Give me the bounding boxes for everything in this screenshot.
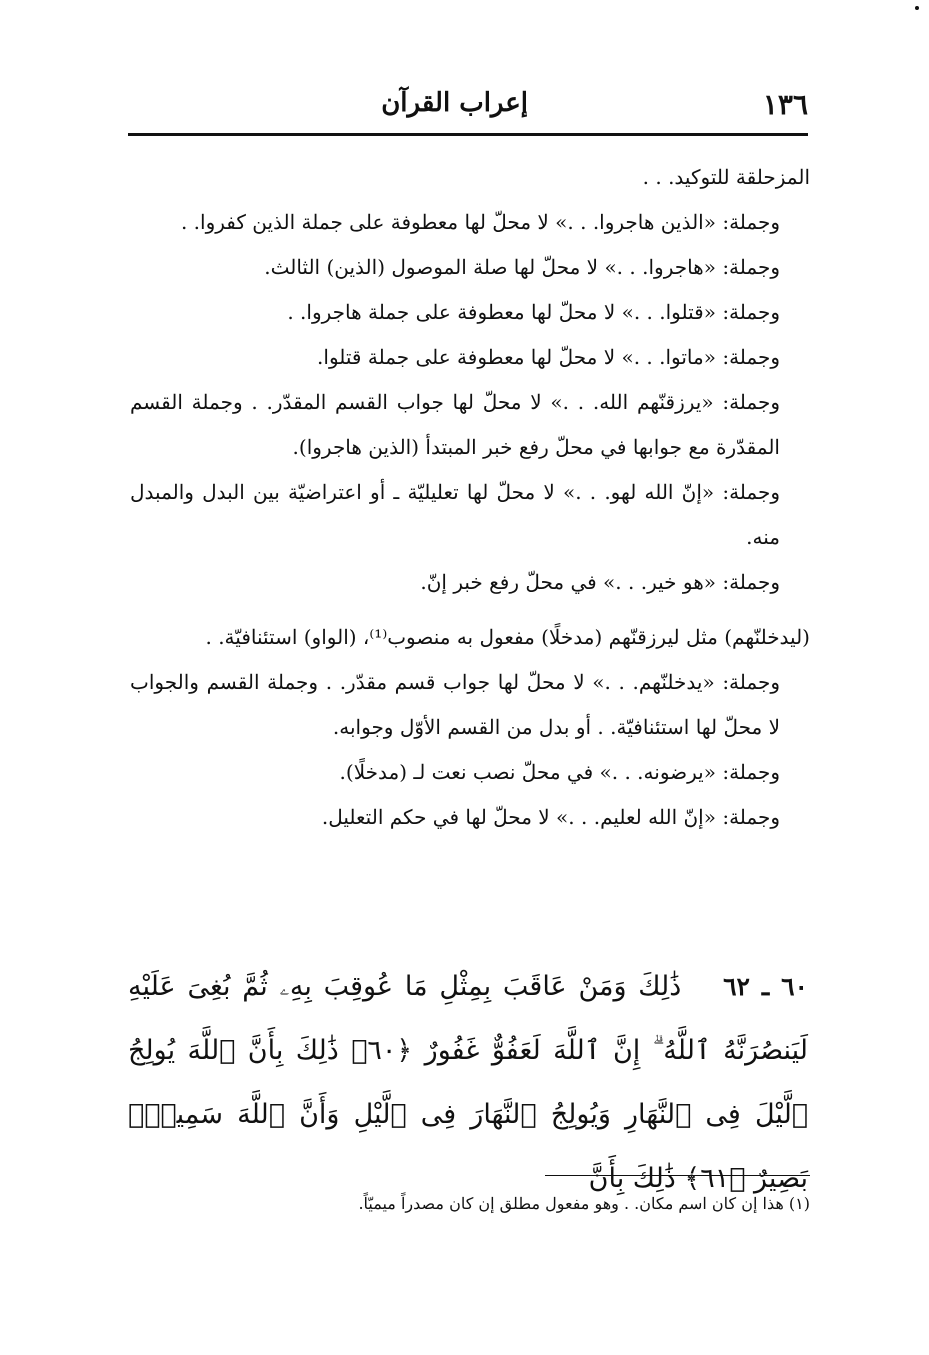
paragraph: وجملة: «يرضونه. . .» في محلّ نصب نعت لـ (مدخلًا).	[339, 760, 780, 784]
ink-dot	[915, 6, 919, 10]
verse-line	[128, 955, 808, 1211]
paragraph: وجملة: «هاجروا. . .» لا محلّ لها صلة الموصول (الذين) الثالث.	[264, 255, 780, 279]
paragraph: وجملة: «هو خير. . .» في محلّ رفع خبر إنّ.	[420, 570, 780, 594]
paragraph: المزحلقة للتوكيد. . .	[642, 165, 810, 189]
main-text	[130, 155, 810, 840]
quran-verse-block	[128, 955, 808, 1211]
paragraph: وجملة: «ماتوا. . .» لا محلّ لها معطوفة على جملة قتلوا.	[317, 345, 780, 369]
paragraph: (ليدخلنّهم) مثل ليرزقنّهم (مدخلًا) مفعول به منصوب⁽¹⁾، (الواو) استئنافيّة. .	[205, 625, 810, 649]
footnote-rule	[545, 1175, 810, 1176]
paragraph: وجملة: «إنّ الله لهو. . .» لا محلّ لها تعليليّة ـ أو اعتراضيّة بين البدل والمبدل منه.	[130, 480, 780, 549]
paragraph: وجملة: «الذين هاجروا. . .» لا محلّ لها معطوفة على جملة الذين كفروا. .	[180, 210, 780, 234]
paragraph: وجملة: «يرزقنّهم الله. . .» لا محلّ لها جواب القسم المقدّر. . وجملة القسم المقدّرة مع جوابها في محلّ رفع خبر المبتدأ (الذين هاجروا).	[130, 390, 780, 459]
header-rule	[128, 133, 808, 136]
verse-reference: ٦٠ ـ ٦٢	[723, 972, 808, 1001]
paragraph: وجملة: «إنّ الله لعليم. . .» لا محلّ لها في حكم التعليل.	[321, 805, 780, 829]
paragraph: وجملة: «يدخلنّهم. . .» لا محلّ لها جواب قسم مقدّر. . وجملة القسم والجواب لا محلّ لها استئنافيّة. . أو بدل من القسم الأوّل وجوابه.	[130, 670, 780, 739]
footnote: (١) هذا إن كان اسم مكان. . وهو مفعول مطلق إن كان مصدراً ميميّاً.	[358, 1194, 810, 1213]
running-title: إعراب القرآن	[381, 88, 528, 118]
verse-text: ذَٰلِكَ وَمَنْ عَاقَبَ بِمِثْلِ مَا عُوقِبَ بِهِۦ ثُمَّ بُغِىَ عَلَيْهِ لَيَنصُرَنَّهُ ٱللَّهُ ۗ إِنَّ ٱللَّهَ لَعَفُوٌّ غَفُورٌ ﴿٦٠﴾ ذَٰلِكَ بِأَنَّ ٱللَّهَ يُولِجُ ٱلَّيْلَ فِى ٱلنَّهَارِ وَيُولِجُ ٱلنَّهَارَ فِى ٱلَّيْلِ وَأَنَّ ٱللَّهَ سَمِيعٌۢ بَصِيرٌ ﴿٦١﴾ ذَٰلِكَ بِأَنَّ	[128, 971, 809, 1194]
paragraph: وجملة: «قتلوا. . .» لا محلّ لها معطوفة على جملة هاجروا. .	[287, 300, 780, 324]
page-header	[128, 88, 808, 130]
page-number: ١٣٦	[762, 88, 808, 121]
